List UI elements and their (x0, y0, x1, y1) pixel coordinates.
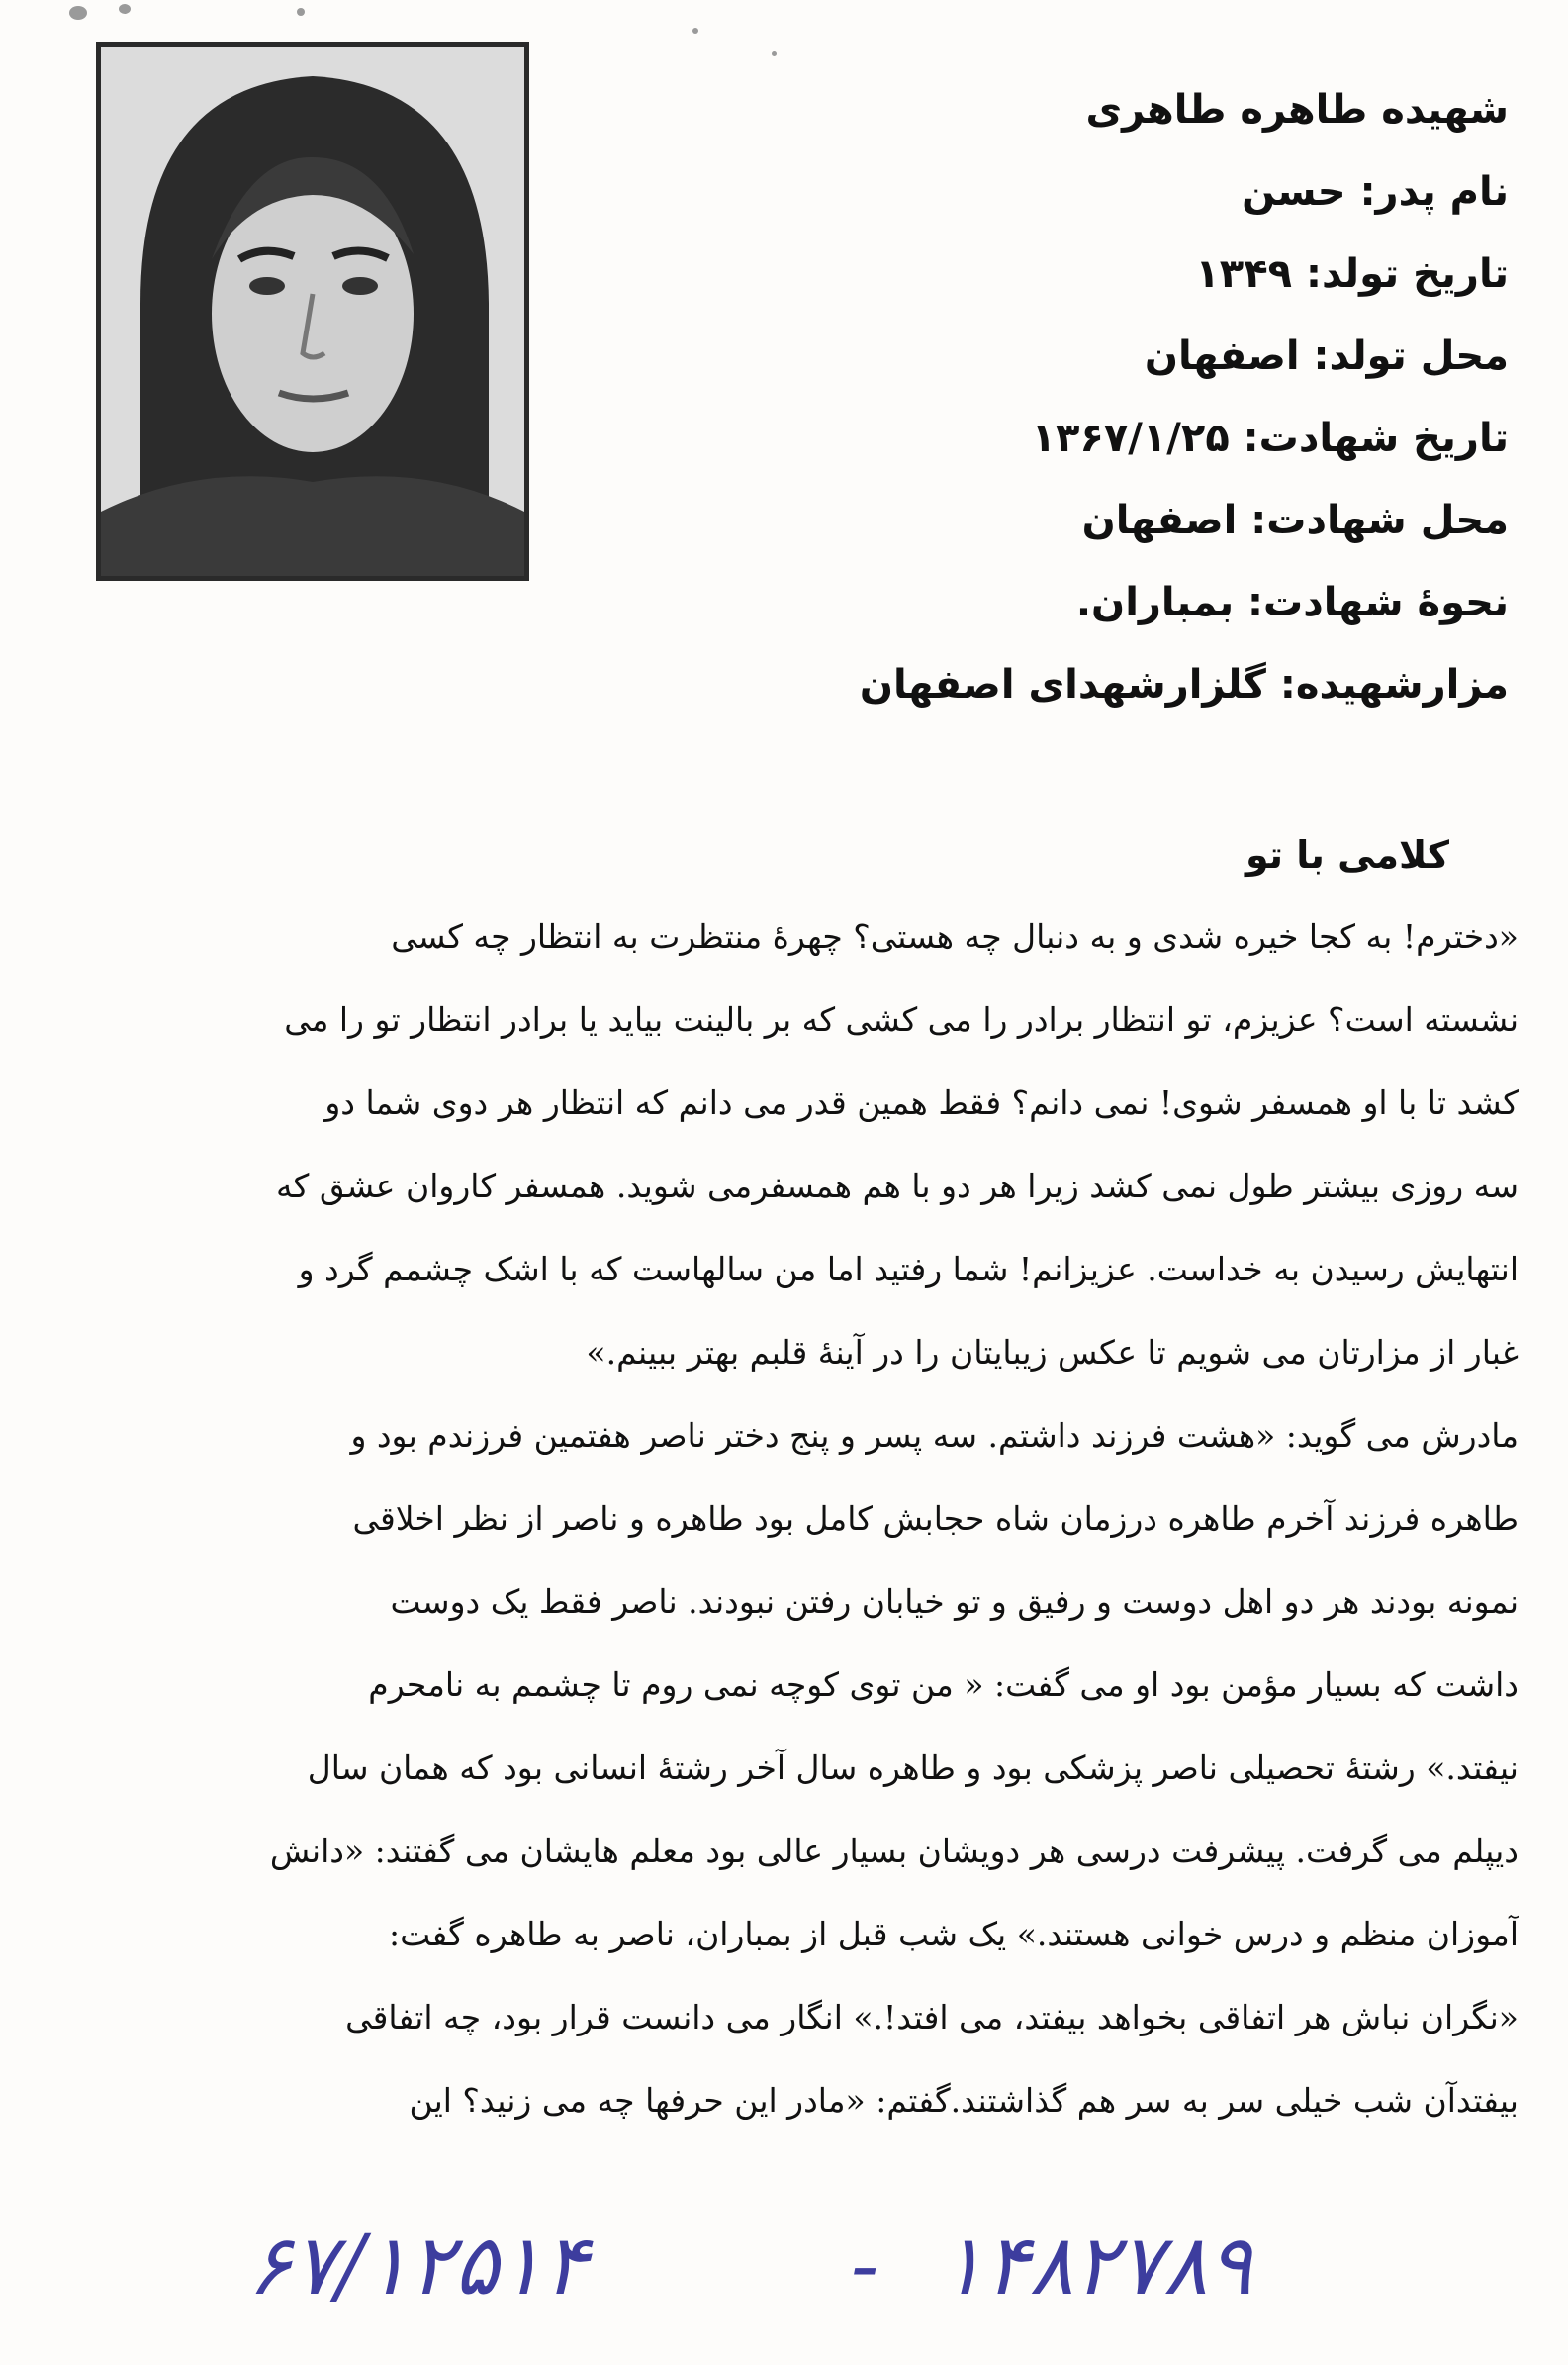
birth-place: محل تولد: اصفهان (1144, 333, 1509, 379)
body-line: «دخترم! به کجا خیره شدی و به دنبال چه هستی؟ چهرهٔ منتظرت به انتظار چه کسی (391, 917, 1519, 956)
body-line: داشت که بسیار مؤمن بود او می گفت: « من توی کوچه نمی روم تا چشمم به نامحرم (368, 1665, 1519, 1704)
body-line: انتهایش رسیدن به خداست. عزیزانم! شما رفتید اما من سالهاست که با اشک چشمم گرد و (298, 1250, 1519, 1288)
body-line: «نگران نباش هر اتفاقی بخواهد بیفتد، می افتد!.» انگار می دانست قرار بود، چه اتفاقی (345, 1998, 1519, 2036)
body-line: بیفتدآن شب خیلی سر به سر هم گذاشتند.گفتم: «مادر این حرفها چه می زنید؟ این (409, 2081, 1519, 2120)
body-line: نشسته است؟ عزیزم، تو انتظار برادر را می کشی که بر بالینت بیاید یا برادر انتظار تو را می (284, 1000, 1519, 1039)
body-paragraphs (49, 896, 1519, 2142)
martyrdom-date: تاریخ شهادت: ۱۳۶۷/۱/۲۵ (1031, 416, 1509, 461)
birth-date: تاریخ تولد: ۱۳۴۹ (1195, 251, 1509, 297)
grave-location: مزارشهیده: گلزارشهدای اصفهان (859, 662, 1509, 708)
martyr-info (658, 69, 1509, 726)
martyrdom-manner: نحوهٔ شهادت: بمباران. (1075, 580, 1509, 625)
section-heading: کلامی با تو (1245, 833, 1449, 877)
body-line: آموزان منظم و درس خوانی هستند.» یک شب قبل از بمباران، ناصر به طاهره گفت: (388, 1915, 1519, 1953)
handwritten-code-left: ۶۷/۱۲۵۱۴ (247, 2217, 589, 2314)
body-line: دیپلم می گرفت. پیشرفت درسی هر دویشان بسیار عالی بود معلم هایشان می گفتند: «دانش (269, 1832, 1519, 1870)
handwritten-dash: - (851, 2217, 885, 2314)
father-name: نام پدر: حسن (1242, 169, 1509, 215)
body-line: طاهره فرزند آخرم طاهره درزمان شاه حجابش کامل بود طاهره و ناصر از نظر اخلاقی (352, 1499, 1519, 1538)
body-line: نیفتد.» رشتهٔ تحصیلی ناصر پزشکی بود و طاهره سال آخر رشتهٔ انسانی بود که همان سال (307, 1749, 1519, 1787)
body-line: مادرش می گوید: «هشت فرزند داشتم. سه پسر و پنج دختر ناصر هفتمین فرزندم بود و (350, 1416, 1519, 1455)
portrait-image (101, 47, 524, 576)
martyr-name: شهیده طاهره طاهری (1085, 87, 1509, 133)
martyrdom-place: محل شهادت: اصفهان (1081, 498, 1509, 543)
portrait-photo (96, 42, 529, 581)
handwritten-code-right: ۱۴۸۲۷۸۹ (940, 2217, 1252, 2314)
body-line: نمونه بودند هر دو اهل دوست و رفیق و تو خیابان رفتن نبودند. ناصر فقط یک دوست (390, 1582, 1519, 1621)
body-line: سه روزی بیشتر طول نمی کشد زیرا هر دو با هم همسفرمی شوید. همسفر کاروان عشق که (275, 1167, 1519, 1205)
body-line: کشد تا با او همسفر شوی! نمی دانم؟ فقط همین قدر می دانم که انتظار هر دوی شما دو (324, 1084, 1519, 1122)
body-line: غبار از مزارتان می شویم تا عکس زیبایتان را در آینهٔ قلبم بهتر ببینم.» (586, 1333, 1519, 1372)
